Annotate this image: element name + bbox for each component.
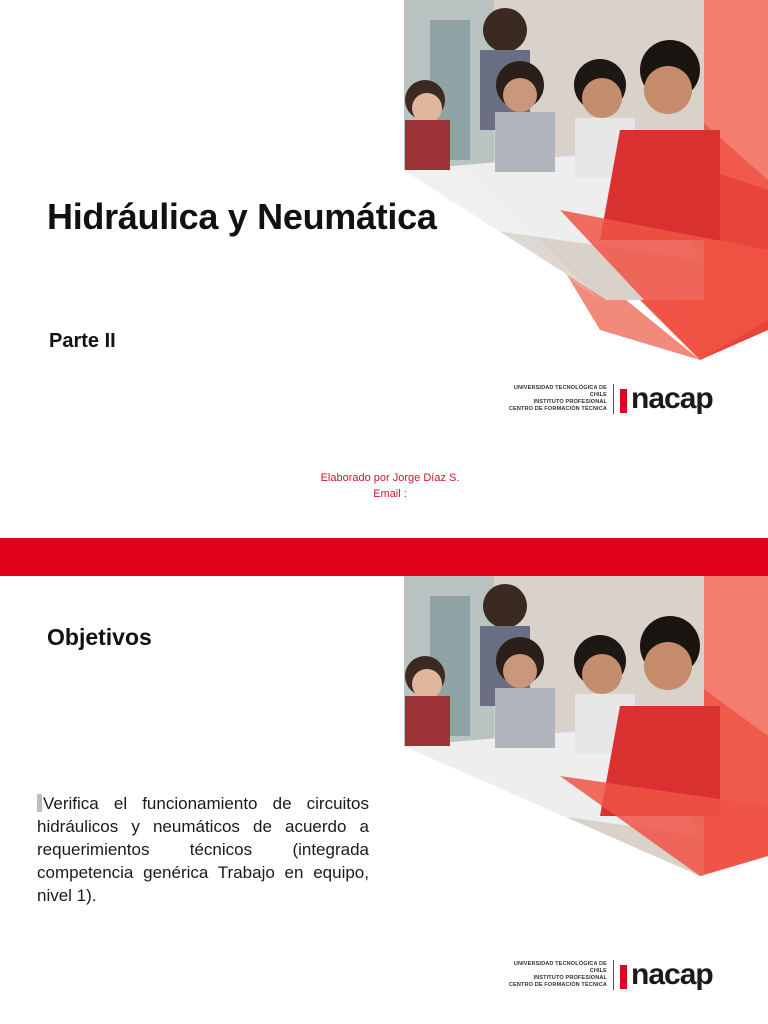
logo-separator [613,384,614,414]
hero-photo-collage [0,0,768,360]
author-credit: Elaborado por Jorge Díaz S. [320,472,460,484]
logo-red-bar-icon [620,965,627,989]
presentation-subtitle: Parte II [49,330,116,352]
logo-red-bar-icon [620,389,627,413]
slide-divider [0,538,768,576]
logo-caption: UNIVERSIDAD TECNOLÓGICA DE CHILE INSTITUTO PROFESIONAL CENTRO DE FORMACIÓN TÉCNICA [508,961,607,988]
inacap-logo [497,957,757,993]
objectives-body: Verifica el funcionamiento de circuitos hidráulicos y neumáticos de acuerdo a requerimientos técnicos (integrada competencia genérica Trabajo en equipo, nivel 1). [37,794,369,905]
logo-caption: UNIVERSIDAD TECNOLÓGICA DE CHILE INSTITUTO PROFESIONAL CENTRO DE FORMACIÓN TÉCNICA [508,385,607,412]
objectives-slide [0,576,768,1024]
logo-wordmark: nacap [620,384,713,414]
logo-separator [613,960,614,990]
inacap-logo [497,381,757,417]
author-email: Email : [373,488,407,500]
objectives-heading: Objetivos [47,624,152,650]
logo-wordmark: nacap [620,960,713,990]
presentation-title: Hidráulica y Neumática [47,196,437,237]
